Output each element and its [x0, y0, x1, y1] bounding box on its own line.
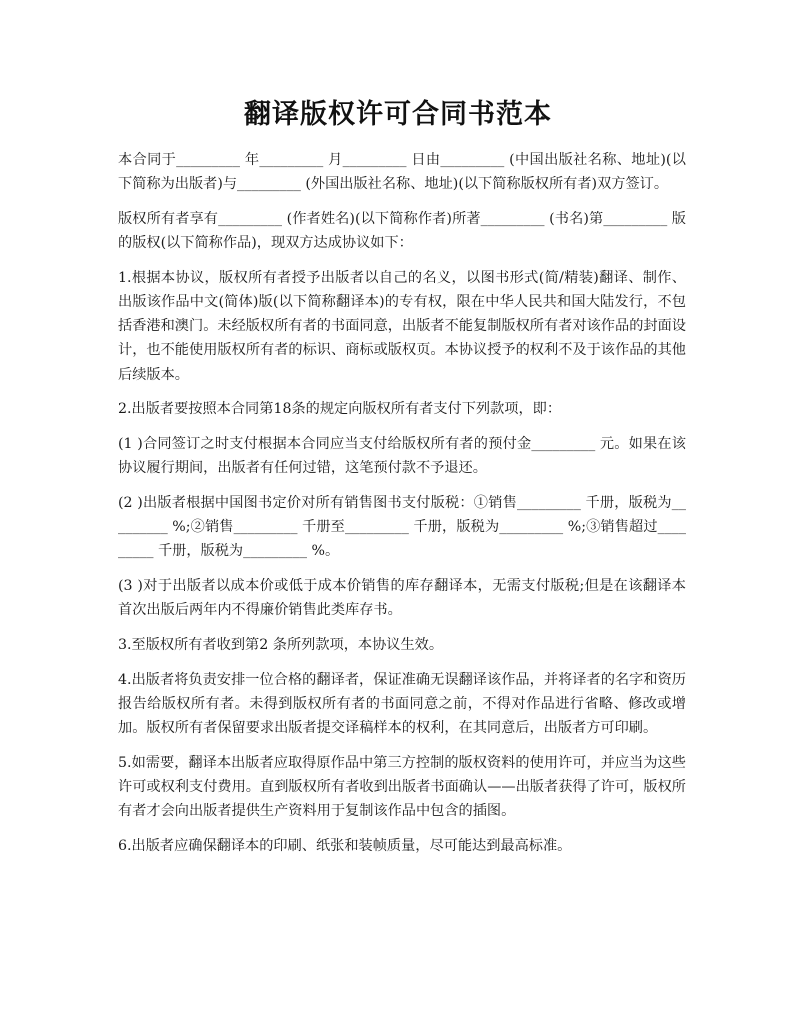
paragraph-clause-5: 5.如需要，翻译本出版者应取得原作品中第三方控制的版权资料的使用许可，并应当为这些许可或权利支付费用。直到版权所有者收到出版者书面确认——出版者获得了许可，版权所有者才会向出版者提供生产资料用于复制该作品中包含的插图。: [118, 754, 686, 820]
paragraph-clause-2-item-3: (3 )对于出版者以成本价或低于成本价销售的库存翻译本，无需支付版税;但是在该翻译本首次出版后两年内不得廉价销售此类库存书。: [118, 578, 686, 619]
paragraph-clause-2-item-1: (1 )合同签订之时支付根据本合同应当支付给版权所有者的预付金_________ 元。如果在该协议履行期间，出版者有任何过错，这笔预付款不予退还。: [118, 436, 686, 477]
document-body: [118, 148, 686, 869]
paragraph-intro: 本合同于_________ 年_________ 月_________ 日由_________ (中国出版社名称、地址)(以下简称为出版者)与_________ (外国出版社名称、地址)(以下简称版权所有者)双方签订。: [118, 152, 686, 193]
paragraph-clause-1: 1.根据本协议，版权所有者授予出版者以自己的名义，以图书形式(简/精装)翻译、制作、出版该作品中文(简体)版(以下简称翻译本)的专有权，限在中华人民共和国大陆发行，不包括香港和澳门。未经版权所有者的书面同意，出版者不能复制版权所有者对该作品的封面设计，也不能使用版权所有者的标识、商标或版权页。本协议授予的权利不及于该作品的其他后续版本。: [118, 269, 686, 383]
paragraph-clause-6: 6.出版者应确保翻译本的印刷、纸张和装帧质量，尽可能达到最高标准。: [118, 837, 572, 854]
document-title: 翻译版权许可合同书范本: [244, 99, 552, 130]
paragraph-clause-3: 3.至版权所有者收到第2 条所列款项，本协议生效。: [118, 636, 444, 653]
paragraph-clause-4: 4.出版者将负责安排一位合格的翻译者，保证准确无误翻译该作品，并将译者的名字和资历报告给版权所有者。未得到版权所有者的书面同意之前，不得对作品进行省略、修改或增加。版权所有者保留要求出版者提交译稿样本的权利，在其同意后，出版者方可印刷。: [118, 671, 686, 737]
paragraph-copyright-holder: 版权所有者享有_________ (作者姓名)(以下简称作者)所著_________ (书名)第_________ 版的版权(以下简称作品)，现双方达成协议如下：: [118, 210, 686, 252]
paragraph-clause-2: 2.出版者要按照本合同第18条的规定向版权所有者支付下列款项，即：: [118, 401, 562, 418]
paragraph-clause-2-item-2: (2 )出版者根据中国图书定价对所有销售图书支付版税：①销售_________ 千册，版税为_________ %;②销售_________ 千册至_________ 千册，版税为_________ %;③销售超过_________ 千册，版税为_________ %。: [118, 494, 686, 560]
